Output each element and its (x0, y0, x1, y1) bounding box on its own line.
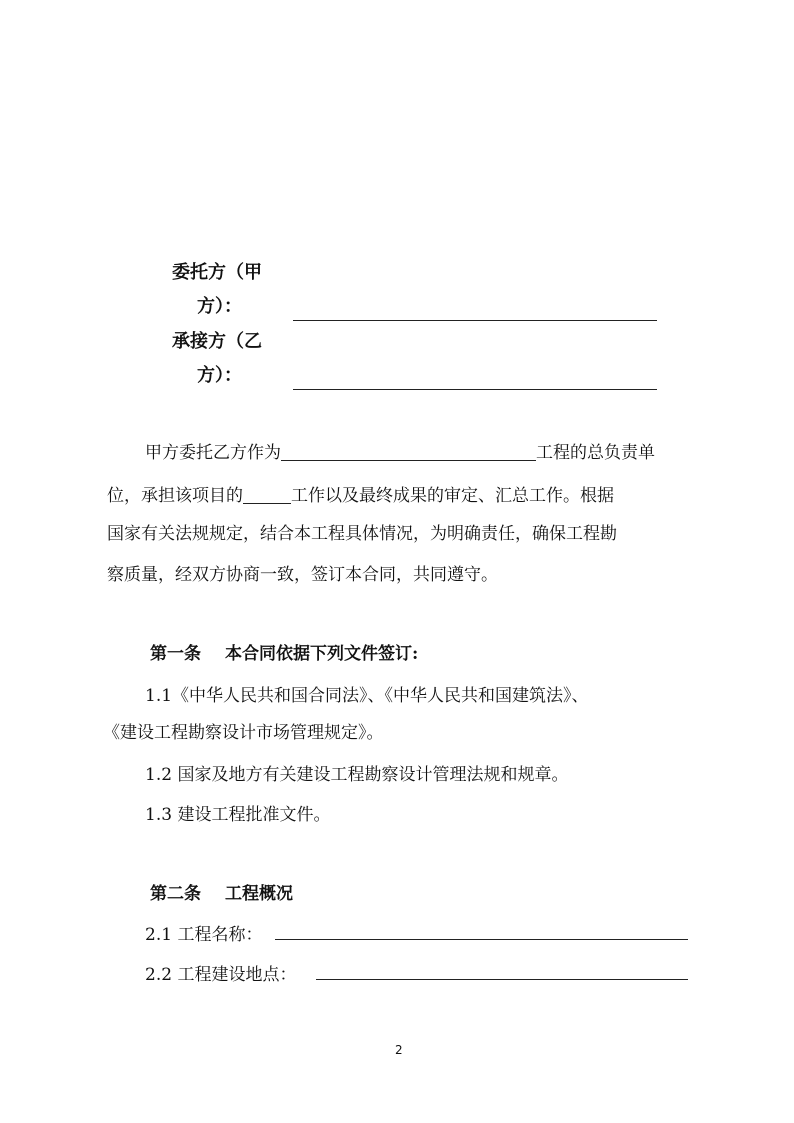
project-name-blank (281, 440, 536, 461)
project-name-field-line (275, 939, 688, 940)
intro-line-2-start: 位，承担该项目的 (107, 486, 243, 506)
article-2-heading (150, 879, 293, 904)
intro-line-3: 国家有关法规规定，结合本工程具体情况，为明确责任，确保工程勘 (107, 524, 617, 544)
article-1-item-2 (145, 760, 568, 785)
work-scope-blank (243, 483, 291, 504)
item-text: 《中华人民共和国合同法》、《中华人民共和国建筑法》、 (172, 686, 589, 706)
item-number: 1.3 (145, 805, 173, 825)
intro-line-4: 察质量，经双方协商一致，签订本合同，共同遵守。 (107, 565, 498, 585)
article-1-item-1 (145, 681, 589, 706)
intro-line-2-end: 工作以及最终成果的审定、汇总工作。根据 (291, 486, 614, 506)
item-number: 2.2 (145, 965, 173, 985)
article-1-item-3 (145, 800, 330, 825)
party-b-blank-line (293, 389, 657, 390)
article-1-title: 本合同依据下列文件签订: (225, 644, 419, 664)
intro-line-1 (145, 438, 655, 463)
party-b-label-line1: 承接方（乙 (172, 331, 262, 352)
party-b-label-line2: 方）： (197, 365, 242, 386)
article-1-heading (150, 639, 418, 664)
intro-line-2 (107, 481, 614, 506)
page-number: 2 (395, 1043, 403, 1057)
article-2-item-1 (145, 920, 262, 945)
article-1-item-1-cont: 《建设工程勘察设计市场管理规定》。 (103, 723, 384, 743)
party-a-blank-line (293, 320, 657, 321)
article-2-item-2 (145, 960, 296, 985)
item-text: 建设工程批准文件。 (177, 805, 331, 825)
article-1-number: 第一条 (150, 644, 201, 664)
item-number: 2.1 (145, 925, 173, 945)
item-number: 1.1 (145, 686, 173, 706)
item-number: 1.2 (145, 765, 173, 785)
item-text: 工程名称： (177, 925, 263, 945)
article-2-title: 工程概况 (225, 884, 293, 904)
intro-line-1-start: 甲方委托乙方作为 (145, 443, 281, 463)
article-2-number: 第二条 (150, 884, 201, 904)
project-location-field-line (316, 979, 688, 980)
intro-line-1-end: 工程的总负责单 (536, 443, 655, 463)
item-text: 国家及地方有关建设工程勘察设计管理法规和规章。 (177, 765, 569, 785)
item-text: 工程建设地点： (177, 965, 297, 985)
party-a-label-line2: 方）： (197, 296, 242, 317)
party-a-label-line1: 委托方（甲 (172, 262, 262, 283)
